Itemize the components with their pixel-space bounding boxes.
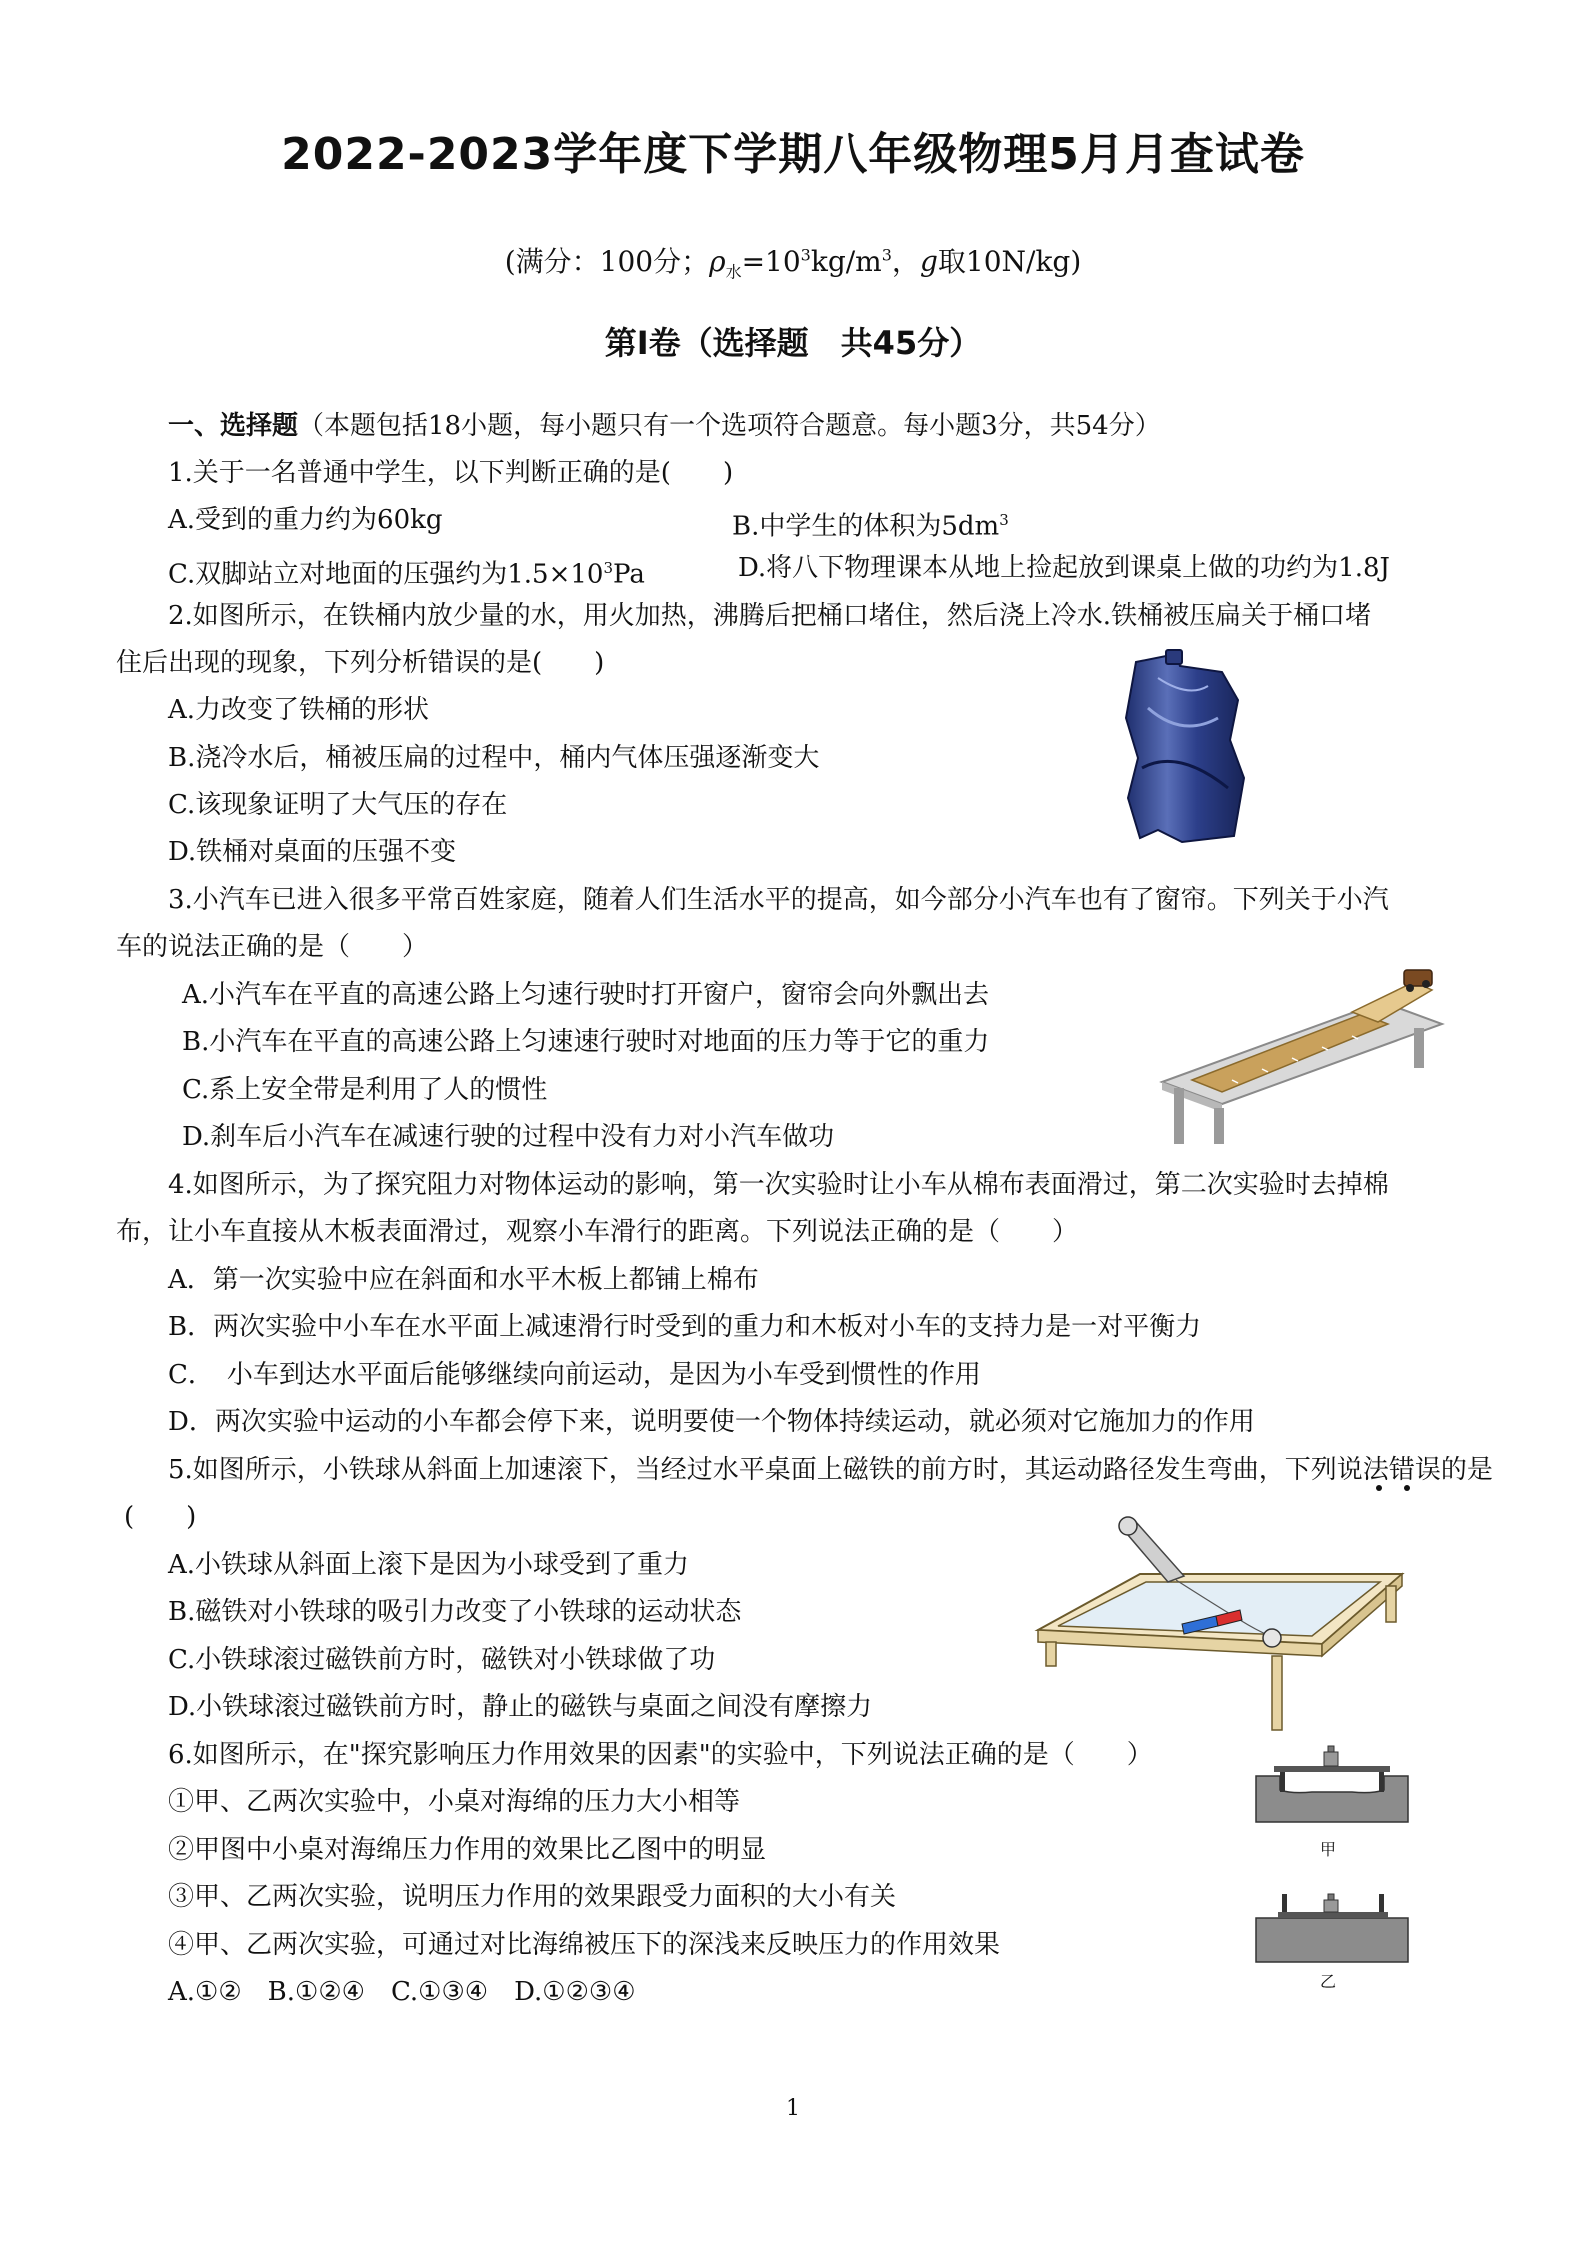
q5-stem-text: 5.如图所示，小铁球从斜面上加速滚下，当经过水平桌面上磁铁的前方时，其运动路径发生弯曲，下列说法 xyxy=(168,1455,1389,1485)
page-number: 1 xyxy=(786,2096,800,2121)
q6-statement-3: ③甲、乙两次实验，说明压力作用的效果跟受力面积的大小有关 xyxy=(168,1882,897,1912)
part-title: 第Ⅰ卷（选择题 共45分） xyxy=(604,324,982,362)
rho-value: =10 xyxy=(741,245,801,278)
incline-cart-figure xyxy=(1152,962,1452,1146)
q1-option-c-text: C.双脚站立对地面的压强约为1.5×10 xyxy=(168,559,604,590)
q4-option-c: C． 小车到达水平面后能够继续向前运动，是因为小车受到惯性的作用 xyxy=(168,1360,981,1390)
q6-statement-1: ①甲、乙两次实验中，小桌对海绵的压力大小相等 xyxy=(168,1787,741,1817)
g-text: 取10N/kg) xyxy=(937,245,1082,278)
rho-subscript: 水 xyxy=(725,262,742,282)
emphasis-dots xyxy=(1367,1482,1427,1494)
q2-stem-line2: 住后出现的现象，下列分析错误的是( ) xyxy=(116,648,605,678)
q6-stem: 6.如图所示，在"探究影响压力作用效果的因素"的实验中，下列说法正确的是（ ） xyxy=(168,1740,1153,1770)
q5-option-a: A.小铁球从斜面上滚下是因为小球受到了重力 xyxy=(168,1550,690,1580)
q6-statement-4: ④甲、乙两次实验，可通过对比海绵被压下的深浅来反映压力的作用效果 xyxy=(168,1930,1001,1960)
q5-option-c: C.小铁球滚过磁铁前方时，磁铁对小铁球做了功 xyxy=(168,1645,716,1675)
q3-stem-line1: 3.小汽车已进入很多平常百姓家庭，随着人们生活水平的提高，如今部分小汽车也有了窗帘。下列关于小汽 xyxy=(168,885,1389,915)
q5-stem-line1 xyxy=(168,1452,1493,1488)
q5-option-d: D.小铁球滚过磁铁前方时，静止的磁铁与桌面之间没有摩擦力 xyxy=(168,1692,873,1722)
q3-stem-line2: 车的说法正确的是（ ） xyxy=(116,932,429,962)
g-symbol: g xyxy=(919,245,938,278)
subtitle-prefix: (满分：100分； xyxy=(504,245,710,278)
q2-stem-line1: 2.如图所示，在铁桶内放少量的水，用火加热，沸腾后把桶口堵住，然后浇上冷水.铁桶被压扁关于桶口堵 xyxy=(168,601,1372,631)
q4-stem-line2: 布，让小车直接从木板表面滑过，观察小车滑行的距离。下列说法正确的是（ ） xyxy=(116,1217,1079,1247)
section-heading xyxy=(168,408,1161,444)
q3-option-d: D.刹车后小汽车在减速行驶的过程中没有力对小汽车做功 xyxy=(182,1122,835,1152)
section-desc: （本题包括18小题，每小题只有一个选项符合题意。每小题3分，共54分） xyxy=(298,411,1161,441)
g-separator: ， xyxy=(891,245,920,278)
q1-option-c xyxy=(168,550,645,593)
rho-exponent: 3 xyxy=(800,245,811,265)
q5-emphasis-text: 错误 xyxy=(1388,1455,1441,1485)
q2-option-d: D.铁桶对桌面的压强不变 xyxy=(168,837,457,867)
q5-emphasis xyxy=(1389,1455,1441,1485)
q1-option-c-unit: Pa xyxy=(613,559,645,590)
q4-stem-line1: 4.如图所示，为了探究阻力对物体运动的影响，第一次实验时让小车从棉布表面滑过，第二次实验时去掉棉 xyxy=(168,1170,1389,1200)
q1-option-b xyxy=(732,502,1009,545)
q3-option-a: A.小汽车在平直的高速公路上匀速行驶时打开窗户，窗帘会向外飘出去 xyxy=(182,980,990,1010)
q1-stem: 1.关于一名普通中学生，以下判断正确的是( ) xyxy=(168,458,734,488)
rho-unit-exponent: 3 xyxy=(881,245,892,265)
section-label: 一、选择题 xyxy=(168,411,299,441)
q6-options: A.①② B.①②④ C.①③④ D.①②③④ xyxy=(168,1977,636,2007)
magnet-ball-figure xyxy=(1030,1512,1410,1734)
q1-option-c-exp: 3 xyxy=(603,559,613,577)
q1-option-b-exp: 3 xyxy=(999,511,1009,529)
exam-title: 2022-2023学年度下学期八年级物理5月月查试卷 xyxy=(281,129,1305,180)
q4-option-d: D．两次实验中运动的小车都会停下来，说明要使一个物体持续运动，就必须对它施加力的作用 xyxy=(168,1407,1255,1437)
sponge-table-legs-up-figure xyxy=(1252,1874,1412,1966)
rho-unit: kg/m xyxy=(810,245,882,278)
q2-option-a: A.力改变了铁桶的形状 xyxy=(168,695,430,725)
q1-option-a: A.受到的重力约为60kg xyxy=(168,505,443,535)
q5-option-b: B.磁铁对小铁球的吸引力改变了小铁球的运动状态 xyxy=(168,1597,742,1627)
crushed-can-figure xyxy=(1118,648,1250,848)
q5-stem-end: 的是 xyxy=(1440,1455,1493,1485)
q1-option-d: D.将八下物理课本从地上捡起放到课桌上做的功约为1.8J xyxy=(738,553,1390,583)
figure-label-yi: 乙 xyxy=(1320,1972,1337,1991)
sponge-table-legs-down-figure xyxy=(1252,1742,1412,1838)
q2-option-b: B.浇冷水后，桶被压扁的过程中，桶内气体压强逐渐变大 xyxy=(168,743,820,773)
q4-option-a: A．第一次实验中应在斜面和水平木板上都铺上棉布 xyxy=(168,1265,759,1295)
exam-subtitle xyxy=(0,240,1586,283)
q4-option-b: B．两次实验中小车在水平面上减速滑行时受到的重力和木板对小车的支持力是一对平衡力 xyxy=(168,1312,1202,1342)
q6-statement-2: ②甲图中小桌对海绵压力作用的效果比乙图中的明显 xyxy=(168,1835,767,1865)
q5-stem-line2: ( ) xyxy=(124,1502,197,1532)
q3-option-c: C.系上安全带是利用了人的惯性 xyxy=(182,1075,548,1105)
figure-label-jia: 甲 xyxy=(1320,1840,1337,1859)
q1-option-b-text: B.中学生的体积为5dm xyxy=(732,511,1000,542)
q3-option-b: B.小汽车在平直的高速公路上匀速速行驶时对地面的压力等于它的重力 xyxy=(182,1027,990,1057)
rho-symbol: ρ xyxy=(709,245,726,278)
q2-option-c: C.该现象证明了大气压的存在 xyxy=(168,790,508,820)
